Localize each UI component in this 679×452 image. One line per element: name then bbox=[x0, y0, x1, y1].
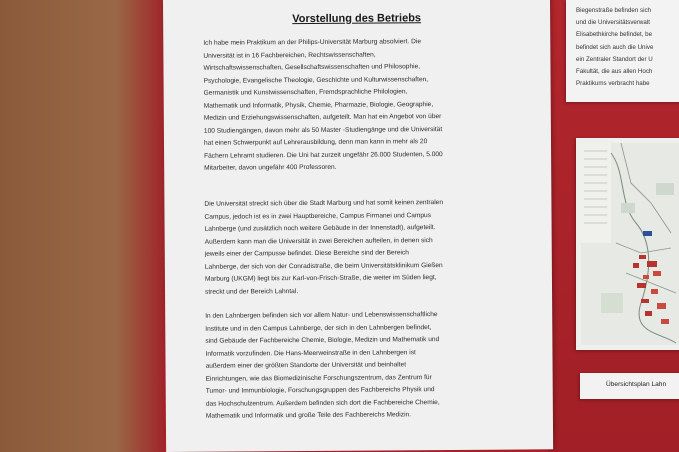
text-line: 100 Studiengängen, davon mehr als 50 Master -Studiengänge und die Universität bbox=[203, 125, 443, 135]
text-line: streckt und der Bereich Lahntal. bbox=[205, 287, 299, 296]
text-line: Fächern Lehramt studieren. Die Uni hat zurzeit ungefähr 26.000 Studenten, 5.000 bbox=[204, 150, 443, 160]
text-line: Fakultät, die aus allen Hoch bbox=[576, 68, 653, 76]
text-line: das Hochschulzentrum. Außerdem befinden sich dort die Fachbereiche Chemie, bbox=[205, 398, 440, 408]
side-text-block bbox=[576, 5, 653, 90]
text-line: Mathematik und Informatik, Physik, Chemie, Pharmazie, Biologie, Geographie, bbox=[203, 100, 434, 110]
text-line: Elisabethkirche befindet, be bbox=[576, 31, 653, 39]
text-line: Tumor- und Immunbiologie, Forschungsgruppen des Fachbereichs Physik und bbox=[205, 386, 435, 395]
paragraph-university-overview bbox=[203, 35, 524, 175]
text-line: Medizin und Erziehungswissenschaften, aufgeteilt. Man hat ein Angebot von über bbox=[203, 113, 442, 122]
text-line: Außerdem kann man die Universität in zwei Bereichen aufteilen, in denen sich bbox=[204, 236, 433, 246]
text-line: ein Zentraler Standort der U bbox=[576, 55, 653, 63]
map-caption-card bbox=[580, 373, 679, 399]
paragraph-lahnberge bbox=[205, 308, 526, 423]
text-line: Lahnberge (und zusätzlich noch weitere Gebäude in der Innenstadt), aufgeteilt. bbox=[204, 224, 436, 233]
text-line: Mathematik und Informatik und große Teile des Fachbereichs Medizin. bbox=[205, 411, 412, 420]
text-line: In den Lahnbergen befinden sich vor allem Natur- und Lebenswissenschaftliche bbox=[205, 311, 438, 320]
text-line: Institute und in den Campus Lahnberge, der sich in den Lahnbergen befindet, bbox=[205, 323, 432, 333]
text-line: außerdem einer der größten Standorte der Universität und beinhaltet bbox=[205, 361, 407, 370]
text-line: und die Universitätsverwalt bbox=[576, 19, 650, 27]
text-line: Psychologie, Evangelische Theologie, Geschichte und Kulturwissenschaften, bbox=[203, 75, 429, 85]
side-paper-sheet bbox=[566, 0, 679, 102]
wooden-wall-background bbox=[0, 0, 165, 452]
main-paper-sheet bbox=[163, 0, 553, 452]
text-line: Marburg (UKGM) liegt bis zur Karl-von-Frisch-Straße, die weiter im Süden liegt, bbox=[204, 274, 437, 283]
text-line: jeweils einer der Campusse befindet. Diese Bereiche sind der Bereich bbox=[204, 249, 409, 258]
text-line: Germanistik und Kunstwissenschaften, Fremdsprachliche Philologien, bbox=[203, 88, 408, 97]
paragraph-campus-areas bbox=[204, 196, 525, 298]
text-line: Mitarbeiter, davon ungefähr 400 Professoren. bbox=[204, 163, 337, 172]
text-line: Lahnberge, der sich von der Conradistraße, die beim Universitätsklinikum Gießen bbox=[204, 261, 443, 271]
page-title: Vorstellung des Betriebs bbox=[292, 12, 422, 26]
text-line: hat einen Schwerpunkt auf Lehrerausbildung, denn man kann in mehr als 20 bbox=[203, 138, 428, 147]
map-caption: Übersichtsplan Lahn bbox=[606, 381, 667, 388]
text-line: Einrichtungen, wie das Biomedizinische Forschungszentrum, das Zentrum für bbox=[205, 373, 432, 383]
campus-map-printout bbox=[576, 138, 679, 350]
text-line: Campus, jedoch ist es in zwei Hauptbereiche, Campus Firmanei und Campus bbox=[204, 211, 432, 221]
text-line: sind Gebäude der Fachbereiche Chemie, Biologie, Medizin und Mathematik und bbox=[205, 336, 440, 345]
text-line: Die Universität streckt sich über die Stadt Marburg und hat somit keinen zentralen bbox=[204, 199, 444, 208]
text-line: Universität ist in 16 Fachbereichen, Rechtswissenschaften, bbox=[203, 51, 376, 60]
text-line: Informatik vorzufinden. Die Hans-Meerweinstraße in den Lahnbergen ist bbox=[205, 348, 416, 358]
text-line: Ich habe mein Praktikum an der Philips-Universität Marburg absolviert. Die bbox=[203, 38, 422, 47]
text-line: Biegenstraße befinden sich bbox=[576, 7, 651, 14]
text-line: Praktikums verbracht habe bbox=[576, 80, 650, 88]
text-line: befindet sich auch die Unive bbox=[576, 43, 654, 51]
campus-map-image bbox=[581, 143, 679, 345]
text-line: Wirtschaftswissenschaften, Gesellschaftswissenschaften und Philosophie, bbox=[203, 63, 421, 72]
